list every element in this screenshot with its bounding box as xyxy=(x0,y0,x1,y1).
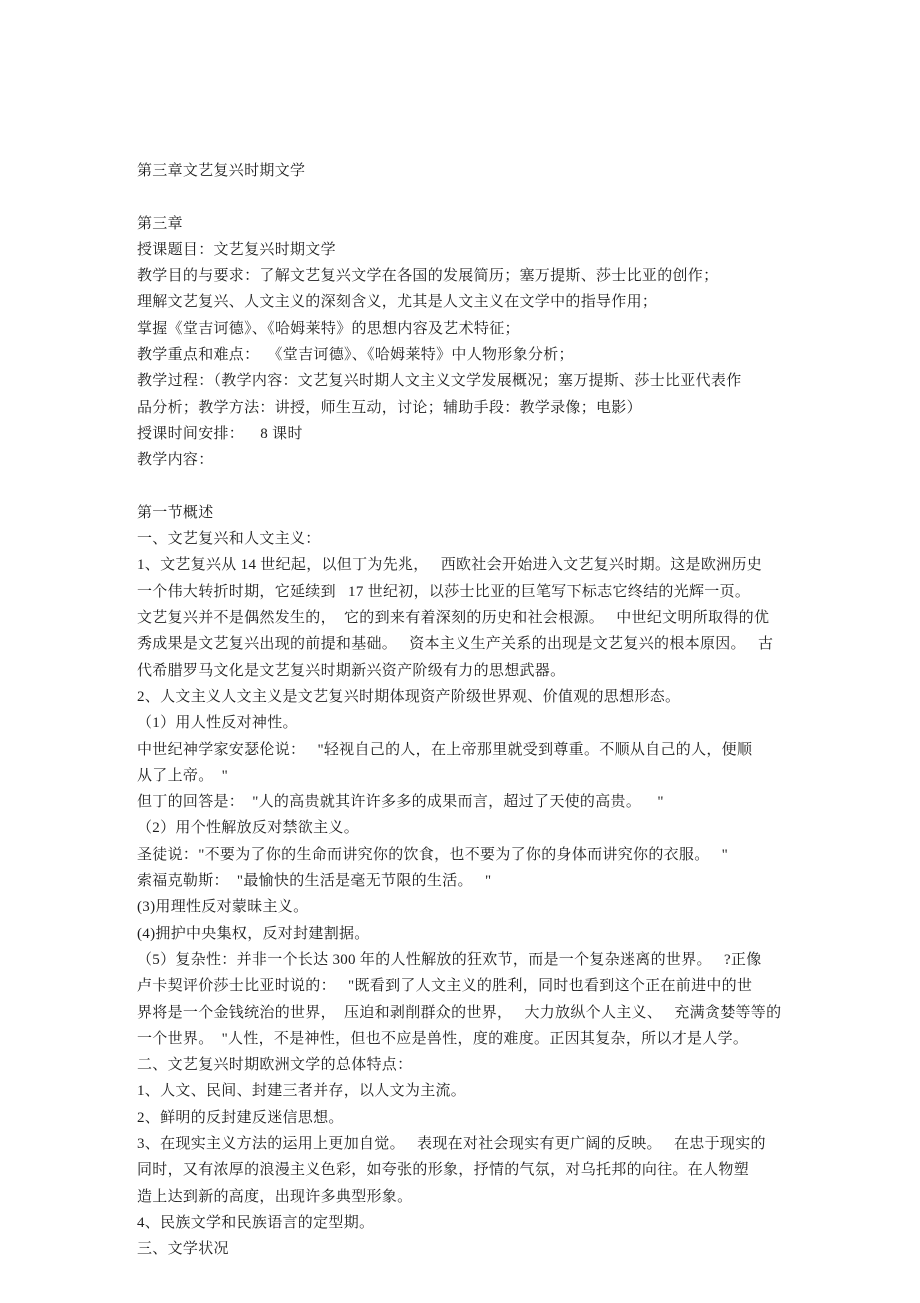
text-line: 一个伟大转折时期，它延续到 17 世纪初，以莎士比亚的巨笔写下标志它终结的光辉一页。 xyxy=(137,583,751,600)
text-line: 1、人文、民间、封建三者并存，以人文为主流。 xyxy=(137,1083,467,1100)
text-line: 授课题目：文艺复兴时期文学 xyxy=(137,241,336,258)
text-line: 中世纪神学家安瑟伦说： "轻视自己的人，在上帝那里就受到尊重。不顺从自己的人，便顺 xyxy=(137,741,753,758)
text-line: 圣徒说："不要为了你的生命而讲究你的饮食，也不要为了你的身体而讲究你的衣服。 " xyxy=(137,846,729,863)
text-line: 界将是一个金钱统治的世界， 压迫和剥削群众的世界， 大力放纵个人主义、 充满贪婪等等的 xyxy=(137,1004,782,1021)
blank-line xyxy=(137,184,800,210)
text-line: 3、在现实主义方法的运用上更加自觉。 表现在对社会现实有更广阔的反映。 在忠于现实的 xyxy=(137,1135,766,1152)
text-line: 品分析；教学方法：讲授，师生互动，讨论；辅助手段：教学录像；电影） xyxy=(137,399,642,416)
text-line: 2、鲜明的反封建反迷信思想。 xyxy=(137,1109,344,1126)
text-line: 1、文艺复兴从 14 世纪起，以但丁为先兆， 西欧社会开始进入文艺复兴时期。这是欧洲历史 xyxy=(137,557,763,574)
text-line: 但丁的回答是： "人的高贵就其许许多多的成果而言，超过了天使的高贵。 " xyxy=(137,794,664,811)
text-line: 秀成果是文艺复兴出现的前提和基础。 资本主义生产关系的出现是文艺复兴的根本原因。 古 xyxy=(137,636,774,653)
text-line: 掌握《堂吉诃德》、《哈姆莱特》的思想内容及艺术特征； xyxy=(137,320,520,337)
text-line: 第三章 xyxy=(137,215,183,232)
text-line: 教学内容： xyxy=(137,452,214,469)
text-line: 同时，又有浓厚的浪漫主义色彩，如夸张的形象，抒情的气氛，对乌托邦的向往。在人物塑 xyxy=(137,1162,750,1179)
text-line: 教学目的与要求：了解文艺复兴文学在各国的发展简历；塞万提斯、莎士比亚的创作； xyxy=(137,268,719,285)
text-line: 二、文艺复兴时期欧洲文学的总体特点： xyxy=(137,1057,413,1074)
text-line: 索福克勒斯： "最愉快的生活是毫无节限的生活。 " xyxy=(137,873,492,890)
text-line: 三、文学状况 xyxy=(137,1241,229,1258)
text-line: 从了上帝。 " xyxy=(137,767,229,784)
text-line: 第一节概述 xyxy=(137,504,214,521)
text-line: 代希腊罗马文化是文艺复兴时期新兴资产阶级有力的思想武器。 xyxy=(137,662,566,679)
text-line: （5）复杂性：并非一个长达 300 年的人性解放的狂欢节，而是一个复杂迷离的世界。 ?正像 xyxy=(137,951,762,968)
text-line: 教学过程：（教学内容：文艺复兴时期人文主义文学发展概况；塞万提斯、莎士比亚代表作 xyxy=(137,373,742,390)
text-line: 卢卡契评价莎士比亚时说的： "既看到了人文主义的胜利，同时也看到这个正在前进中的世 xyxy=(137,978,753,995)
text-line: （1）用人性反对神性。 xyxy=(137,715,298,732)
text-line: 2、人文主义人文主义是文艺复兴时期体现资产阶级世界观、价值观的思想形态。 xyxy=(137,688,681,705)
text-line: 第三章文艺复兴时期文学 xyxy=(137,163,306,179)
blank-line xyxy=(137,474,800,500)
text-line: 造上达到新的高度，出现许多典型形象。 xyxy=(137,1188,413,1205)
text-line: 教学重点和难点： 《堂吉诃德》、《哈姆莱特》中人物形象分析； xyxy=(137,347,574,364)
text-line: （2）用个性解放反对禁欲主义。 xyxy=(137,820,360,837)
text-line: (4)拥护中央集权，反对封建割据。 xyxy=(137,925,370,942)
document-body xyxy=(137,158,800,1262)
text-line: 授课时间安排： 8 课时 xyxy=(137,425,303,442)
text-line: 理解文艺复兴、人文主义的深刻含义，尤其是人文主义在文学中的指导作用； xyxy=(137,294,658,311)
text-line: 4、民族文学和民族语言的定型期。 xyxy=(137,1214,375,1231)
text-line: 一、文艺复兴和人文主义： xyxy=(137,531,321,548)
text-line: 一个世界。 "人性，不是神性，但也不应是兽性，度的难度。正因其复杂，所以才是人学。 xyxy=(137,1030,749,1047)
text-line: 文艺复兴并不是偶然发生的， 它的到来有着深刻的历史和社会根源。 中世纪文明所取得的优 xyxy=(137,610,770,627)
text-line: (3)用理性反对蒙昧主义。 xyxy=(137,899,309,916)
